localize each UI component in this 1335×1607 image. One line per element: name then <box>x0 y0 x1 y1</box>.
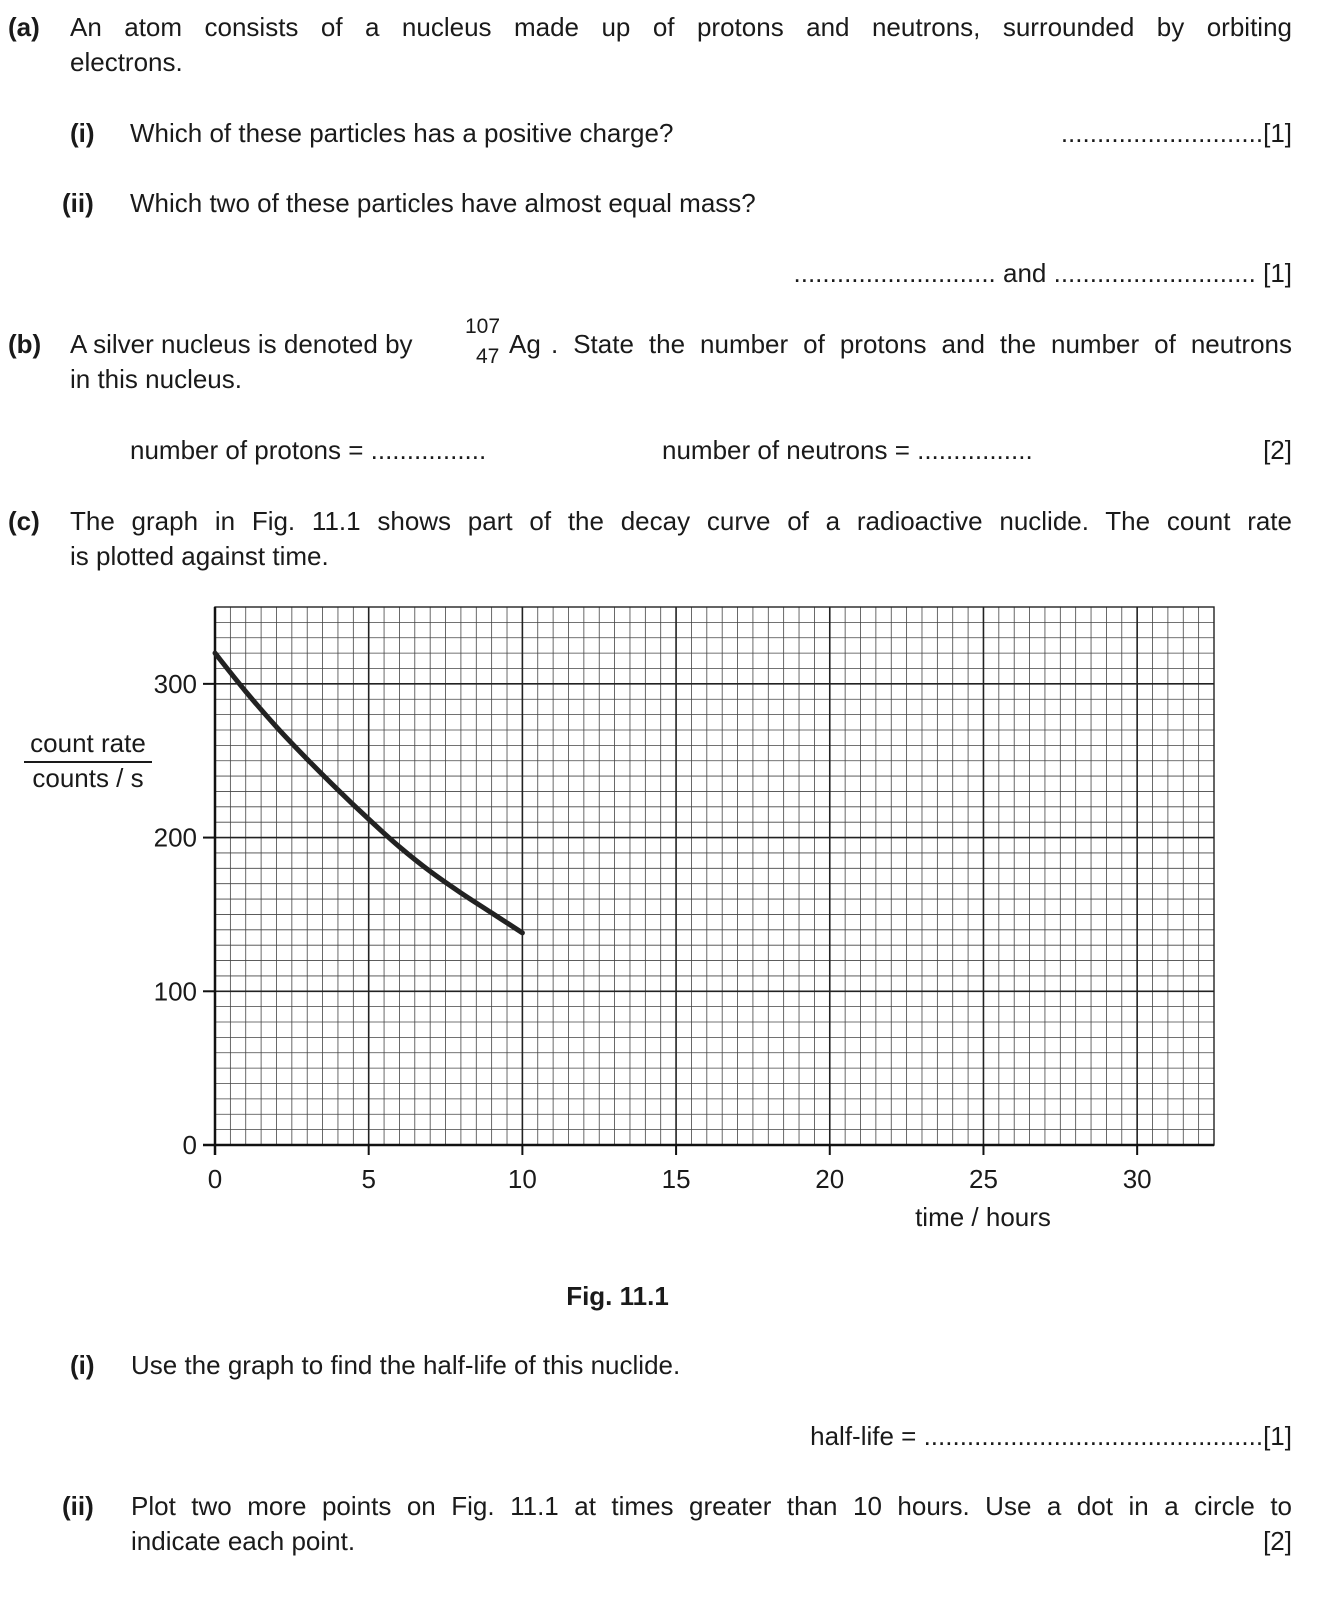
part-a-i-answer-line[interactable]: ............................[1] <box>1060 118 1292 148</box>
part-c-i-question: Use the graph to find the half-life of this nuclide. <box>131 1350 681 1380</box>
isotope-symbol: Ag <box>509 329 541 359</box>
y-axis-label-bottom: counts / s <box>32 763 144 793</box>
part-a-ii-label: (ii) <box>62 188 94 218</box>
x-tick-label-5: 5 <box>361 1164 376 1194</box>
grid-major-lines <box>215 607 1214 1145</box>
part-a-i-question: Which of these particles has a positive charge? <box>130 118 674 148</box>
part-b-text-before: A silver nucleus is denoted by <box>70 329 413 359</box>
protons-answer-line[interactable]: number of protons = ................ <box>130 435 487 465</box>
y-tick-label-100: 100 <box>153 976 197 1007</box>
isotope-atomic-number: 47 <box>476 345 500 368</box>
part-a-ii-answer-line[interactable]: ............................ and ............................ [1] <box>793 258 1292 288</box>
part-c-ii-line2: indicate each point. <box>131 1526 356 1556</box>
x-tick-label-30: 30 <box>1122 1164 1152 1194</box>
y-tick-label-200: 200 <box>153 822 197 853</box>
part-a-intro-line2: electrons. <box>70 47 183 77</box>
y-axis-label-top: count rate <box>30 728 146 758</box>
axis-tick-labels <box>154 669 1152 1194</box>
decay-graph <box>0 580 1335 1260</box>
x-axis-label: time / hours <box>915 1202 1051 1232</box>
axes <box>203 607 1214 1155</box>
part-c-label: (c) <box>8 506 40 536</box>
isotope-mass-number: 107 <box>465 315 501 338</box>
y-tick-label-300: 300 <box>153 668 197 699</box>
part-a-intro-line1: An atom consists of a nucleus made up of protons and neutrons, surrounded by orbiting <box>70 12 1292 42</box>
part-c-ii-label: (ii) <box>62 1491 94 1521</box>
part-c-ii-line1: Plot two more points on Fig. 11.1 at times greater than 10 hours. Use a dot in a circle to <box>131 1491 1292 1521</box>
part-b-label: (b) <box>8 329 42 359</box>
part-c-i-label: (i) <box>70 1350 95 1380</box>
plot-border <box>215 607 1214 1145</box>
x-tick-label-20: 20 <box>815 1164 845 1194</box>
x-tick-label-25: 25 <box>969 1164 998 1194</box>
half-life-answer-line[interactable]: half-life = ...............................................[1] <box>810 1421 1292 1451</box>
part-c-line1: The graph in Fig. 11.1 shows part of the decay curve of a radioactive nuclide. The count rate <box>70 506 1292 536</box>
neutrons-answer-line[interactable]: number of neutrons = ................ <box>662 435 1033 465</box>
part-a-i-label: (i) <box>70 118 95 148</box>
grid-minor-lines <box>215 607 1214 1145</box>
y-tick-label-0: 0 <box>182 1130 197 1160</box>
part-b-marks: [2] <box>1263 435 1292 465</box>
figure-caption: Fig. 11.1 <box>566 1281 669 1311</box>
x-tick-label-15: 15 <box>661 1164 691 1194</box>
x-tick-label-0: 0 <box>207 1164 223 1194</box>
part-c-ii-marks: [2] <box>1263 1526 1292 1556</box>
part-c-line2: is plotted against time. <box>70 541 329 571</box>
part-a-ii-question: Which two of these particles have almost equal mass? <box>130 188 756 218</box>
part-a-label: (a) <box>8 12 40 42</box>
axis-ticks <box>203 684 1137 1155</box>
x-tick-label-10: 10 <box>507 1164 537 1194</box>
part-b-text-after: . State the number of protons and the number of neutrons <box>551 329 1292 359</box>
part-b-line2: in this nucleus. <box>70 364 242 394</box>
